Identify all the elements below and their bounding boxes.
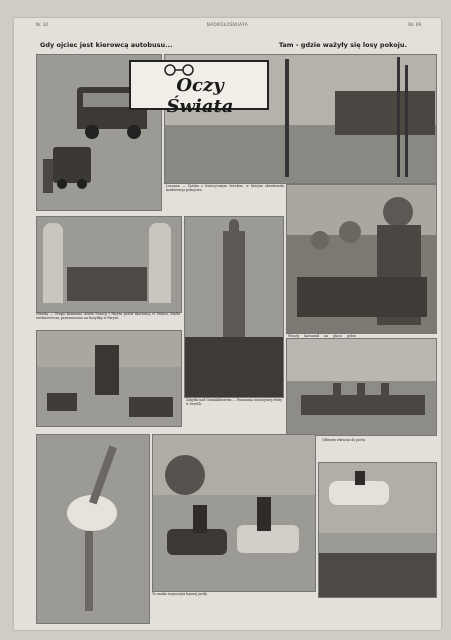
carnival-figures-photo bbox=[286, 184, 437, 334]
running-head-center: NAOKOŁOŚWIATA bbox=[206, 22, 249, 27]
logo-text: Oczy Świata bbox=[166, 75, 234, 117]
magazine-page bbox=[14, 18, 441, 630]
caption-steamer: Olbrzym wkracza do portu. bbox=[322, 438, 366, 442]
riders-photo bbox=[152, 434, 316, 592]
headline-left: Gdy ojciec jest kierowcą autobusu... bbox=[40, 41, 173, 49]
statues-photo bbox=[36, 216, 182, 313]
dancer-photo bbox=[36, 434, 150, 624]
steamer-photo bbox=[286, 338, 437, 436]
running-head-left: Nr. 34 bbox=[36, 22, 48, 27]
motorcycle-photo bbox=[36, 330, 182, 427]
caption-horses: To nauka rozpoczęta konnej jazdy... bbox=[152, 592, 210, 596]
headline-right: Tam - gdzie ważyły się losy pokoju. bbox=[278, 41, 407, 49]
tower-photo bbox=[184, 216, 284, 398]
caption-lausanne: Lozanna — Zatoka z historycznym hotelem, w którym obradowała konferencja pokojowa. bbox=[166, 184, 284, 192]
oczy-swiata-logo bbox=[129, 60, 269, 117]
caption-vezelay: Vézelay — Grupa kamienna dzieła Francji i Paryża przed skarbnicą w Paryżu, dzieła średniowiecza, przeznaczona na bazylikę w Paryżu. bbox=[36, 312, 180, 320]
jumping-horse-photo bbox=[318, 462, 437, 598]
running-head-right: Str. 69 bbox=[407, 22, 421, 27]
caption-tower: Zabytki nad Gwadalkiwirem — Panorama starożytnej wieży w Sewilli. bbox=[186, 398, 282, 406]
caption-figures: Wesoły karnawał na placu pełen bbox=[288, 334, 356, 338]
